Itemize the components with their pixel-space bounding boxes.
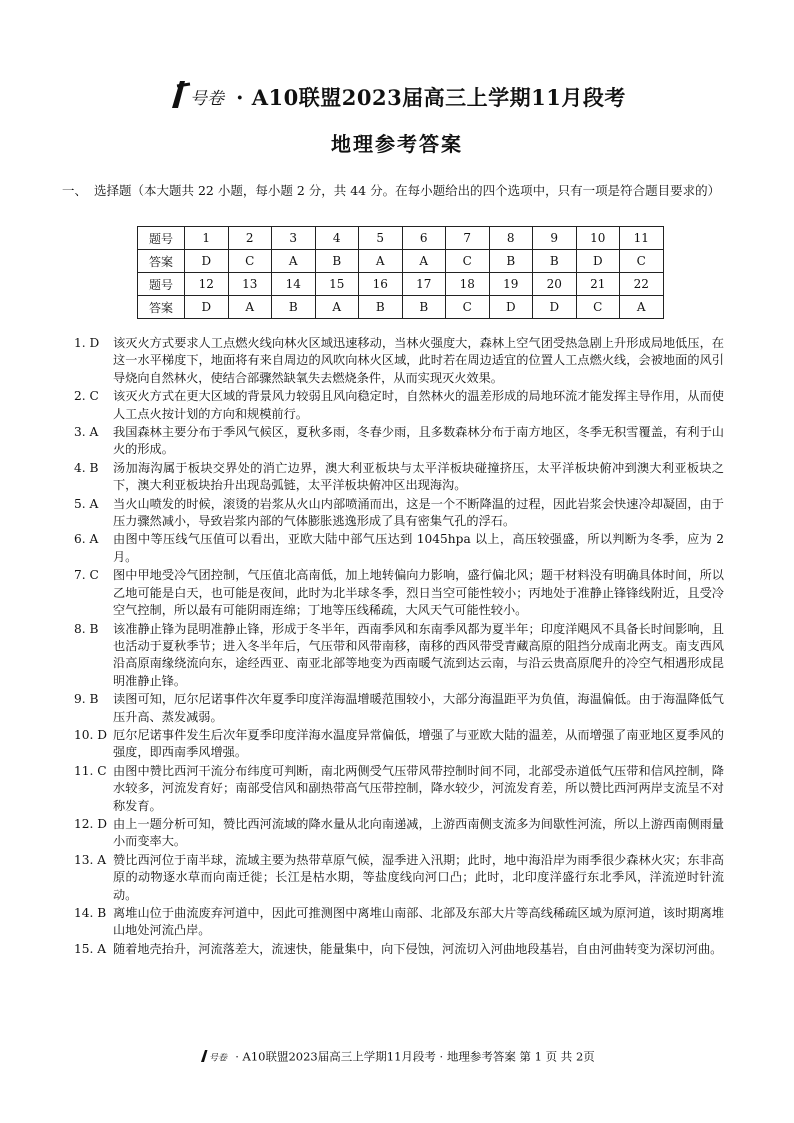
list-item <box>74 388 724 423</box>
table-cell: 9 <box>533 227 577 250</box>
table-cell: 20 <box>533 273 577 296</box>
item-number: 14. B <box>74 906 107 920</box>
table-cell: B <box>402 296 446 319</box>
footer-logo-icon <box>199 1048 233 1067</box>
table-cell: 22 <box>620 273 664 296</box>
list-item <box>74 691 724 726</box>
item-text: 该灭火方式要求人工点燃火线向林火区域迅速移动，当林火强度大，森林上空气团受热急剧上升形成局地低压，在这一水平梯度下，地面将有来自周边的风吹向林火区域，此时若在周边适宜的位置人工点燃火线，会被地面的风引导烧向自然林火，使结合部骤然缺氧失去燃烧条件，从而实现灭火效果。 <box>113 336 724 385</box>
table-cell: 16 <box>359 273 403 296</box>
page-subtitle: 地理参考答案 <box>331 132 463 156</box>
table-row-answers-2 <box>138 296 664 319</box>
item-number: 15. A <box>74 941 107 956</box>
table-cell: 5 <box>359 227 403 250</box>
table-cell: 15 <box>315 273 359 296</box>
item-number: 12. D <box>74 816 108 831</box>
table-cell: 3 <box>272 227 316 250</box>
table-cell: D <box>185 296 229 319</box>
item-text: 图中甲地受冷气团控制，气压值北高南低，加上地转偏向力影响，盛行偏北风；题干材料没有明确具体时间，所以乙地可能是白天，也可能是夜间，此时为北半球冬季，烈日当空可能性较小；丙地处于准静止锋锋线附近，且受冷空气控制，所以最有可能阴雨连绵；丁地等压线稀疏，大风天气可能性较小。 <box>113 568 724 618</box>
list-item <box>74 496 724 531</box>
table-cell: B <box>533 250 577 273</box>
row-label: 题号 <box>138 273 185 296</box>
item-text: 由上一题分析可知，赞比西河流域的降水量从北向南递减，上游西南侧支流多为间歇性河流，所以上游西南侧雨量小而变率大。 <box>113 816 724 849</box>
list-item <box>74 816 724 851</box>
item-text: 读图可知，厄尔尼诺事件次年夏季印度洋海温增暖范围较小，大部分海温距平为负值，海温偏低。由于海温降低气压升高、蒸发减弱。 <box>113 692 724 724</box>
table-row-answers-1 <box>138 250 664 273</box>
item-text: 由图中等压线气压值可以看出，亚欧大陆中部气压达到 1045hpa 以上，高压较强盛，所以判断为冬季，应为 2 月。 <box>113 532 724 564</box>
footer-text: · A10联盟2023届高三上学期11月段考 · 地理参考答案 第 1 页 共 2页 <box>235 1049 595 1064</box>
table-cell: A <box>228 296 272 319</box>
answer-table <box>137 226 664 319</box>
table-cell: A <box>359 250 403 273</box>
table-cell: 2 <box>228 227 272 250</box>
table-cell: B <box>359 296 403 319</box>
table-cell: D <box>576 250 620 273</box>
item-number: 11. C <box>74 763 107 778</box>
explanations-list <box>74 335 724 959</box>
table-cell: D <box>533 296 577 319</box>
section-heading <box>62 182 742 199</box>
item-text: 该准静止锋为昆明准静止锋，形成于冬半年，西南季风和东南季风都为夏半年；印度洋飓风不具备长时间影响，且也活动于夏秋季节；进入冬半年后，气压带和风带南移，南移的西风带受青藏高原的阻挡分成南北两支。南支西风沿高原南缘绕流向东，途经西亚、南亚北部等地变为西南暖气流到达云南，与沿云贵高原爬升的冷空气相遇形成昆明准静止锋。 <box>113 621 724 688</box>
table-cell: 7 <box>446 227 490 250</box>
item-text: 厄尔尼诺事件发生后次年夏季印度洋海水温度异常偏低，增强了与亚欧大陆的温差，从而增强了南亚地区夏季风的强度，即西南季风增强。 <box>113 727 724 760</box>
item-text: 我国森林主要分布于季风气候区，夏秋多雨，冬春少雨，且多数森林分布于南方地区，冬季无积雪覆盖，有利于山火的形成。 <box>113 425 724 457</box>
header <box>0 78 794 116</box>
item-number: 13. A <box>74 852 107 867</box>
table-cell: B <box>315 250 359 273</box>
table-cell: 4 <box>315 227 359 250</box>
list-item <box>74 424 724 459</box>
table-cell: D <box>489 296 533 319</box>
row-label: 题号 <box>138 227 185 250</box>
section-prefix: 一、 <box>62 183 88 198</box>
item-number: 8. B <box>74 621 99 636</box>
table-cell: D <box>185 250 229 273</box>
table-cell: 8 <box>489 227 533 250</box>
item-number: 5. A <box>74 496 99 511</box>
list-item <box>74 567 724 619</box>
row-label: 答案 <box>138 250 185 273</box>
item-number: 6. A <box>74 532 99 547</box>
table-cell: A <box>620 296 664 319</box>
table-cell: 6 <box>402 227 446 250</box>
item-text: 由图中赞比西河干流分布纬度可判断，南北两侧受气压带风带控制时间不同，北部受赤道低气压带和信风控制，降水较多，河流发育好；南部受信风和副热带高气压带控制，降水较少，河流发育差，所以赞比西河两岸支流呈不对称发育。 <box>113 763 724 813</box>
table-cell: A <box>272 250 316 273</box>
item-text: 赞比西河位于南半球，流域主要为热带草原气候，湿季进入汛期；此时，地中海沿岸为雨季很少森林火灾；东非高原的动物逐水草而向南迁徙；长江是枯水期，等盐度线向河口凸；此时，北印度洋盛行东北季风，洋流逆时针流动。 <box>113 852 724 902</box>
page-title: · A10联盟2023届高三上学期11月段考 <box>236 85 626 110</box>
item-text: 该灭火方式在更大区域的背景风力较弱且风向稳定时，自然林火的温差形成的局地环流才能发挥主导作用，从而使人工点火按计划的方向和规模前行。 <box>113 389 724 421</box>
item-text: 当火山喷发的时候，滚烫的岩浆从火山内部喷涌而出，这是一个不断降温的过程，因此岩浆会快速冷却凝固，由于压力骤然减小，导致岩浆内部的气体膨胀逃逸形成了具有密集气孔的浮石。 <box>113 496 724 529</box>
table-cell: A <box>315 296 359 319</box>
table-cell: 13 <box>228 273 272 296</box>
table-cell: 14 <box>272 273 316 296</box>
svg-text:号卷: 号卷 <box>209 1053 228 1064</box>
list-item <box>74 905 724 940</box>
item-number: 3. A <box>74 425 99 440</box>
table-cell: 17 <box>402 273 446 296</box>
svg-text:号卷: 号卷 <box>190 89 225 109</box>
table-cell: 11 <box>620 227 664 250</box>
list-item <box>74 460 724 495</box>
table-cell: 12 <box>185 273 229 296</box>
logo-icon <box>168 78 236 116</box>
table-cell: 21 <box>576 273 620 296</box>
table-row-numbers-2 <box>138 273 664 296</box>
list-item <box>74 852 724 904</box>
list-item <box>74 531 724 566</box>
page-footer <box>0 1048 794 1067</box>
table-cell: B <box>489 250 533 273</box>
table-cell: C <box>228 250 272 273</box>
section-text: 选择题（本大题共 22 小题，每小题 2 分，共 44 分。在每小题给出的四个选项中，只有一项是符合题目要求的） <box>94 183 721 198</box>
item-text: 随着地壳抬升，河流落差大，流速快，能量集中，向下侵蚀，河流切入河曲地段基岩，自由河曲转变为深切河曲。 <box>113 941 723 956</box>
row-label: 答案 <box>138 296 185 319</box>
list-item <box>74 335 724 387</box>
item-number: 7. C <box>74 568 99 583</box>
list-item <box>74 941 724 958</box>
list-item <box>74 621 724 691</box>
table-cell: 1 <box>185 227 229 250</box>
item-number: 2. C <box>74 389 99 404</box>
item-text: 离堆山位于曲流废弃河道中，因此可推测图中离堆山南部、北部及东部大片等高线稀疏区域为原河道，该时期离堆山地处河流凸岸。 <box>113 906 724 938</box>
table-cell: C <box>620 250 664 273</box>
list-item <box>74 727 724 762</box>
item-number: 1. D <box>74 336 100 350</box>
table-cell: 19 <box>489 273 533 296</box>
table-cell: C <box>446 296 490 319</box>
table-cell: C <box>446 250 490 273</box>
table-cell: C <box>576 296 620 319</box>
item-text: 汤加海沟属于板块交界处的消亡边界，澳大利亚板块与太平洋板块碰撞挤压，太平洋板块俯冲到澳大利亚板块之下，澳大利亚板块抬升出现岛弧链，太平洋板块俯冲区出现海沟。 <box>113 460 724 493</box>
list-item <box>74 763 724 815</box>
table-cell: A <box>402 250 446 273</box>
table-cell: 18 <box>446 273 490 296</box>
table-cell: 10 <box>576 227 620 250</box>
item-number: 9. B <box>74 692 99 707</box>
item-number: 10. D <box>74 727 108 742</box>
item-number: 4. B <box>74 460 99 475</box>
table-row-numbers-1 <box>138 227 664 250</box>
table-cell: B <box>272 296 316 319</box>
